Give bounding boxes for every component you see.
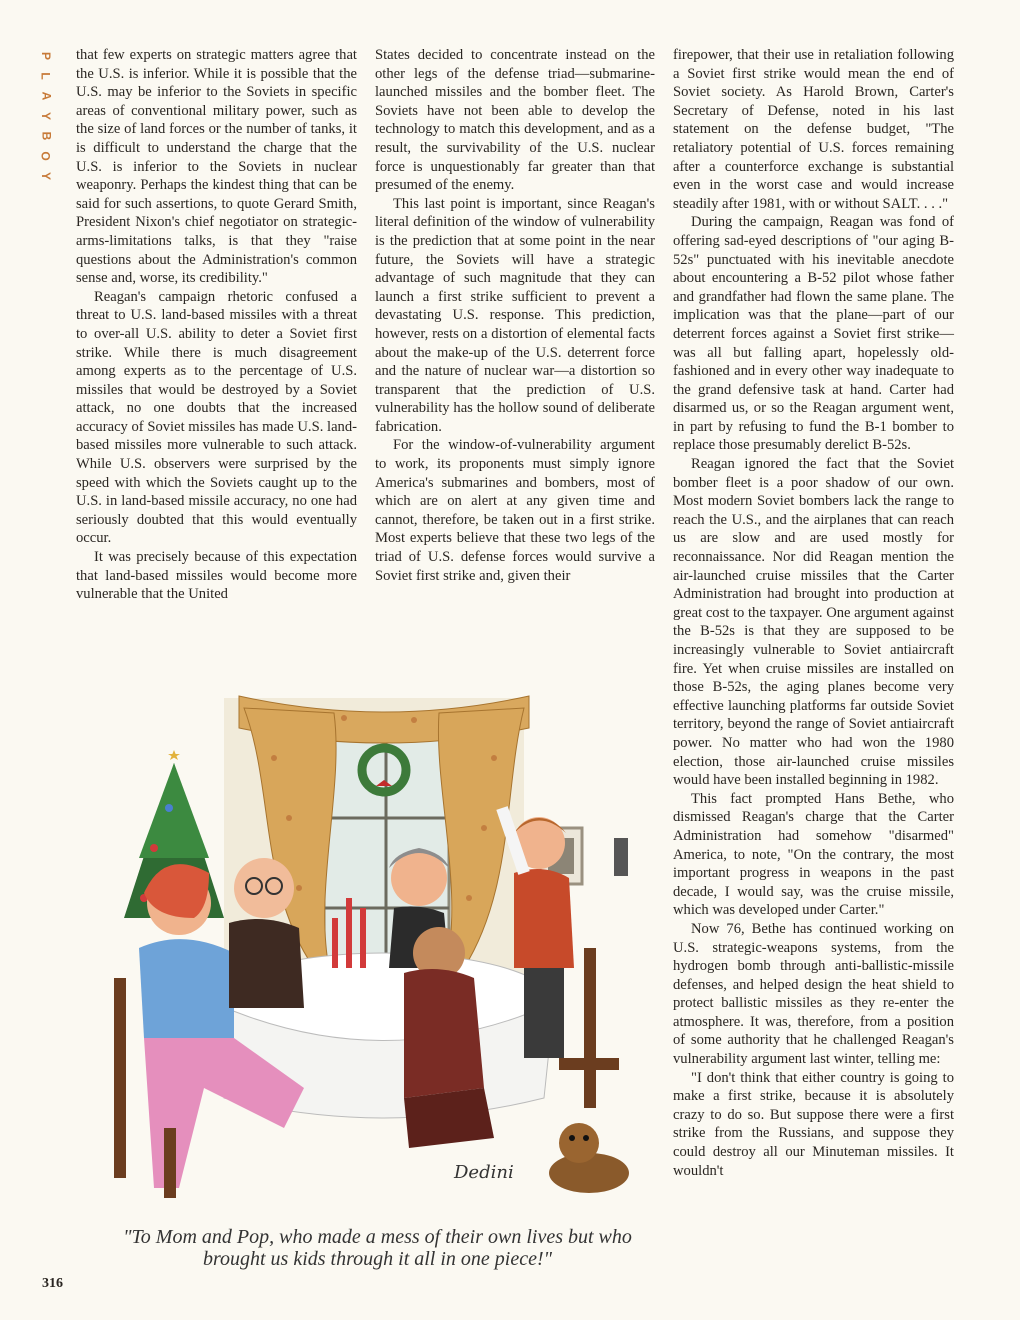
cartoon-caption: "To Mom and Pop, who made a mess of their own lives but who brought us kids through it all in one piece!"	[123, 1226, 632, 1270]
paragraph: It was precisely because of this expectation that land-based missiles would become more vulnerable that the United	[76, 549, 357, 603]
artist-signature: Dedini	[454, 1162, 514, 1183]
paragraph: For the window-of-vulnerability argument to work, its proponents must simply ignore America's submarines and bombers, most of which are on alert at any given time and cannot, therefore, be taken out in a first strike. Most experts believe that these two legs of the triad of U.S. defense forces would survive a Soviet first strike and, given their	[375, 437, 655, 584]
paragraph: firepower, that their use in retaliation following a Soviet first strike would mean the end of Soviet society. As Harold Brown, Carter's Secretary of Defense, noted in his last statement on the defense budget, "The retaliatory potential of U.S. forces remaining after a counterforce exchange is substantial even in the worst case and would increase steadily after 1981, with or without SALT. . . ."	[673, 47, 954, 212]
masthead-letter: L	[39, 72, 53, 80]
text-column-3	[673, 46, 954, 1180]
wall-switch	[614, 838, 628, 876]
paragraph: Reagan's campaign rhetoric confused a threat to U.S. land-based missiles with a threat to over-all U.S. ability to deter a Soviet first strike. While there is much disagreement among experts as to the percentage of U.S. missiles that would be destroyed by a Soviet attack, no one doubts that the increased accuracy of Soviet missiles has made U.S. land-based missiles more vulnerable to such attack. While U.S. observers were surprised by the speed with which the Soviets caught up to the U.S. in land-based missile accuracy, no one had seriously doubted that this would eventually occur.	[76, 288, 357, 547]
paragraph: "I don't think that either country is going to make a first strike, because it is absolutely crazy to do so. But suppose there were a first strike from the Russians, and suppose they could destroy all our Minuteman missiles. It wouldn't	[673, 1069, 954, 1179]
magazine-masthead	[35, 46, 57, 186]
page-number: 316	[42, 1276, 63, 1291]
masthead-letter: Y	[38, 111, 53, 121]
paragraph: This last point is important, since Reagan's literal definition of the window of vulnerability is the prediction that at some point in the near future, the Soviets will have a strategic advantage of such magnitude that they can launch a first strike sufficient to prevent a devastating U.S. response. This prediction, however, rests on a distortion of elemental facts about the make-up of the U.S. deterrent force and the nature of nuclear war—a distortion so transparent that the prediction of U.S. vulnerability has the hollow sound of deliberate fabrication.	[375, 195, 655, 435]
man-with-glasses	[229, 858, 304, 1008]
masthead-letter: Y	[38, 171, 53, 181]
paragraph: Reagan ignored the fact that the Soviet bomber fleet is a poor shadow of our own. Most modern Soviet bombers lack the range to reach the U.S., and the airplanes that can reach us are slow and are used mostly for reconnaissance. Nor did Reagan mention the air-launched cruise missiles that the Carter Administration had brought into production at great cost to the taxpayer. One argument against the B-52s is that they are supposed to be increasingly vulnerable to Soviet antiaircraft fire. Yet when cruise missiles are installed on those B-52s, the aging planes become very effective launching platforms far outside Soviet territory, beyond the range of Soviet antiaircraft power. No matter who had won the 1980 election, those air-launched cruise missiles would have been installed beginning in 1982.	[673, 456, 954, 789]
paragraph: Now 76, Bethe has continued working on U.S. strategic-weapons systems, from the hydrogen bomb through anti-ballistic-missile defenses, and helped design the heat shield to protect ballistic missiles as they re-enter the atmosphere. It was, therefore, from a position of some authority that he challenged Reagan's vulnerability argument last winter, telling me:	[673, 920, 954, 1068]
paragraph: that few experts on strategic matters agree that the U.S. is inferior. While it is possible that the U.S. may be inferior to the Soviets in specific areas of conventional military power, such as the size of land forces or the number of tanks, it is difficult to understand the charge that the U.S. is inferior to the Soviets in nuclear weaponry. Perhaps the kindest thing that can be said for such assertions, to quote Gerard Smith, President Nixon's chief negotiator on strategic-arms-limitations talks, is that they "raise questions about the Administration's common sense and, worse, its credibility."	[76, 47, 357, 287]
masthead-letter: A	[38, 91, 53, 101]
paragraph: This fact prompted Hans Bethe, who dismissed Reagan's charge that the Carter Administration had somehow "disarmed" America, to note, "On the contrary, the most important progress in weapons in the past decade, I would say, was the cruise missile, which was developed under Carter."	[673, 790, 954, 919]
masthead-letter: P	[38, 51, 53, 61]
paragraph: During the campaign, Reagan was fond of offering sad-eyed descriptions of "our aging B-52s" punctuated with his inevitable anecdote about encountering a B-52 pilot whose father and grandfather had flown the same plane. The implication was that the plane—part of our deterrent forces against a Soviet first strike—was all but falling apart, hopelessly old-fashioned and in every other way inadequate to the grand defensive task at hand. Carter had disarmed us, or so the Reagan argument went, in part by refusing to fund the B-1 bomber to replace those presumably derelict B-52s.	[673, 214, 954, 454]
cartoon-illustration	[84, 668, 670, 1218]
text-column-1	[76, 46, 357, 604]
text-column-2	[375, 46, 655, 585]
paragraph: States decided to concentrate instead on the other legs of the defense triad—submarine-launched missiles and the bomber fleet. The Soviets have not been able to develop the technology to match this development, and as a result, the survivability of the U.S. nuclear force is unquestionably far greater than that presumed of the enemy.	[375, 47, 655, 194]
masthead-letter: B	[38, 131, 53, 141]
masthead-letter: O	[39, 151, 53, 161]
